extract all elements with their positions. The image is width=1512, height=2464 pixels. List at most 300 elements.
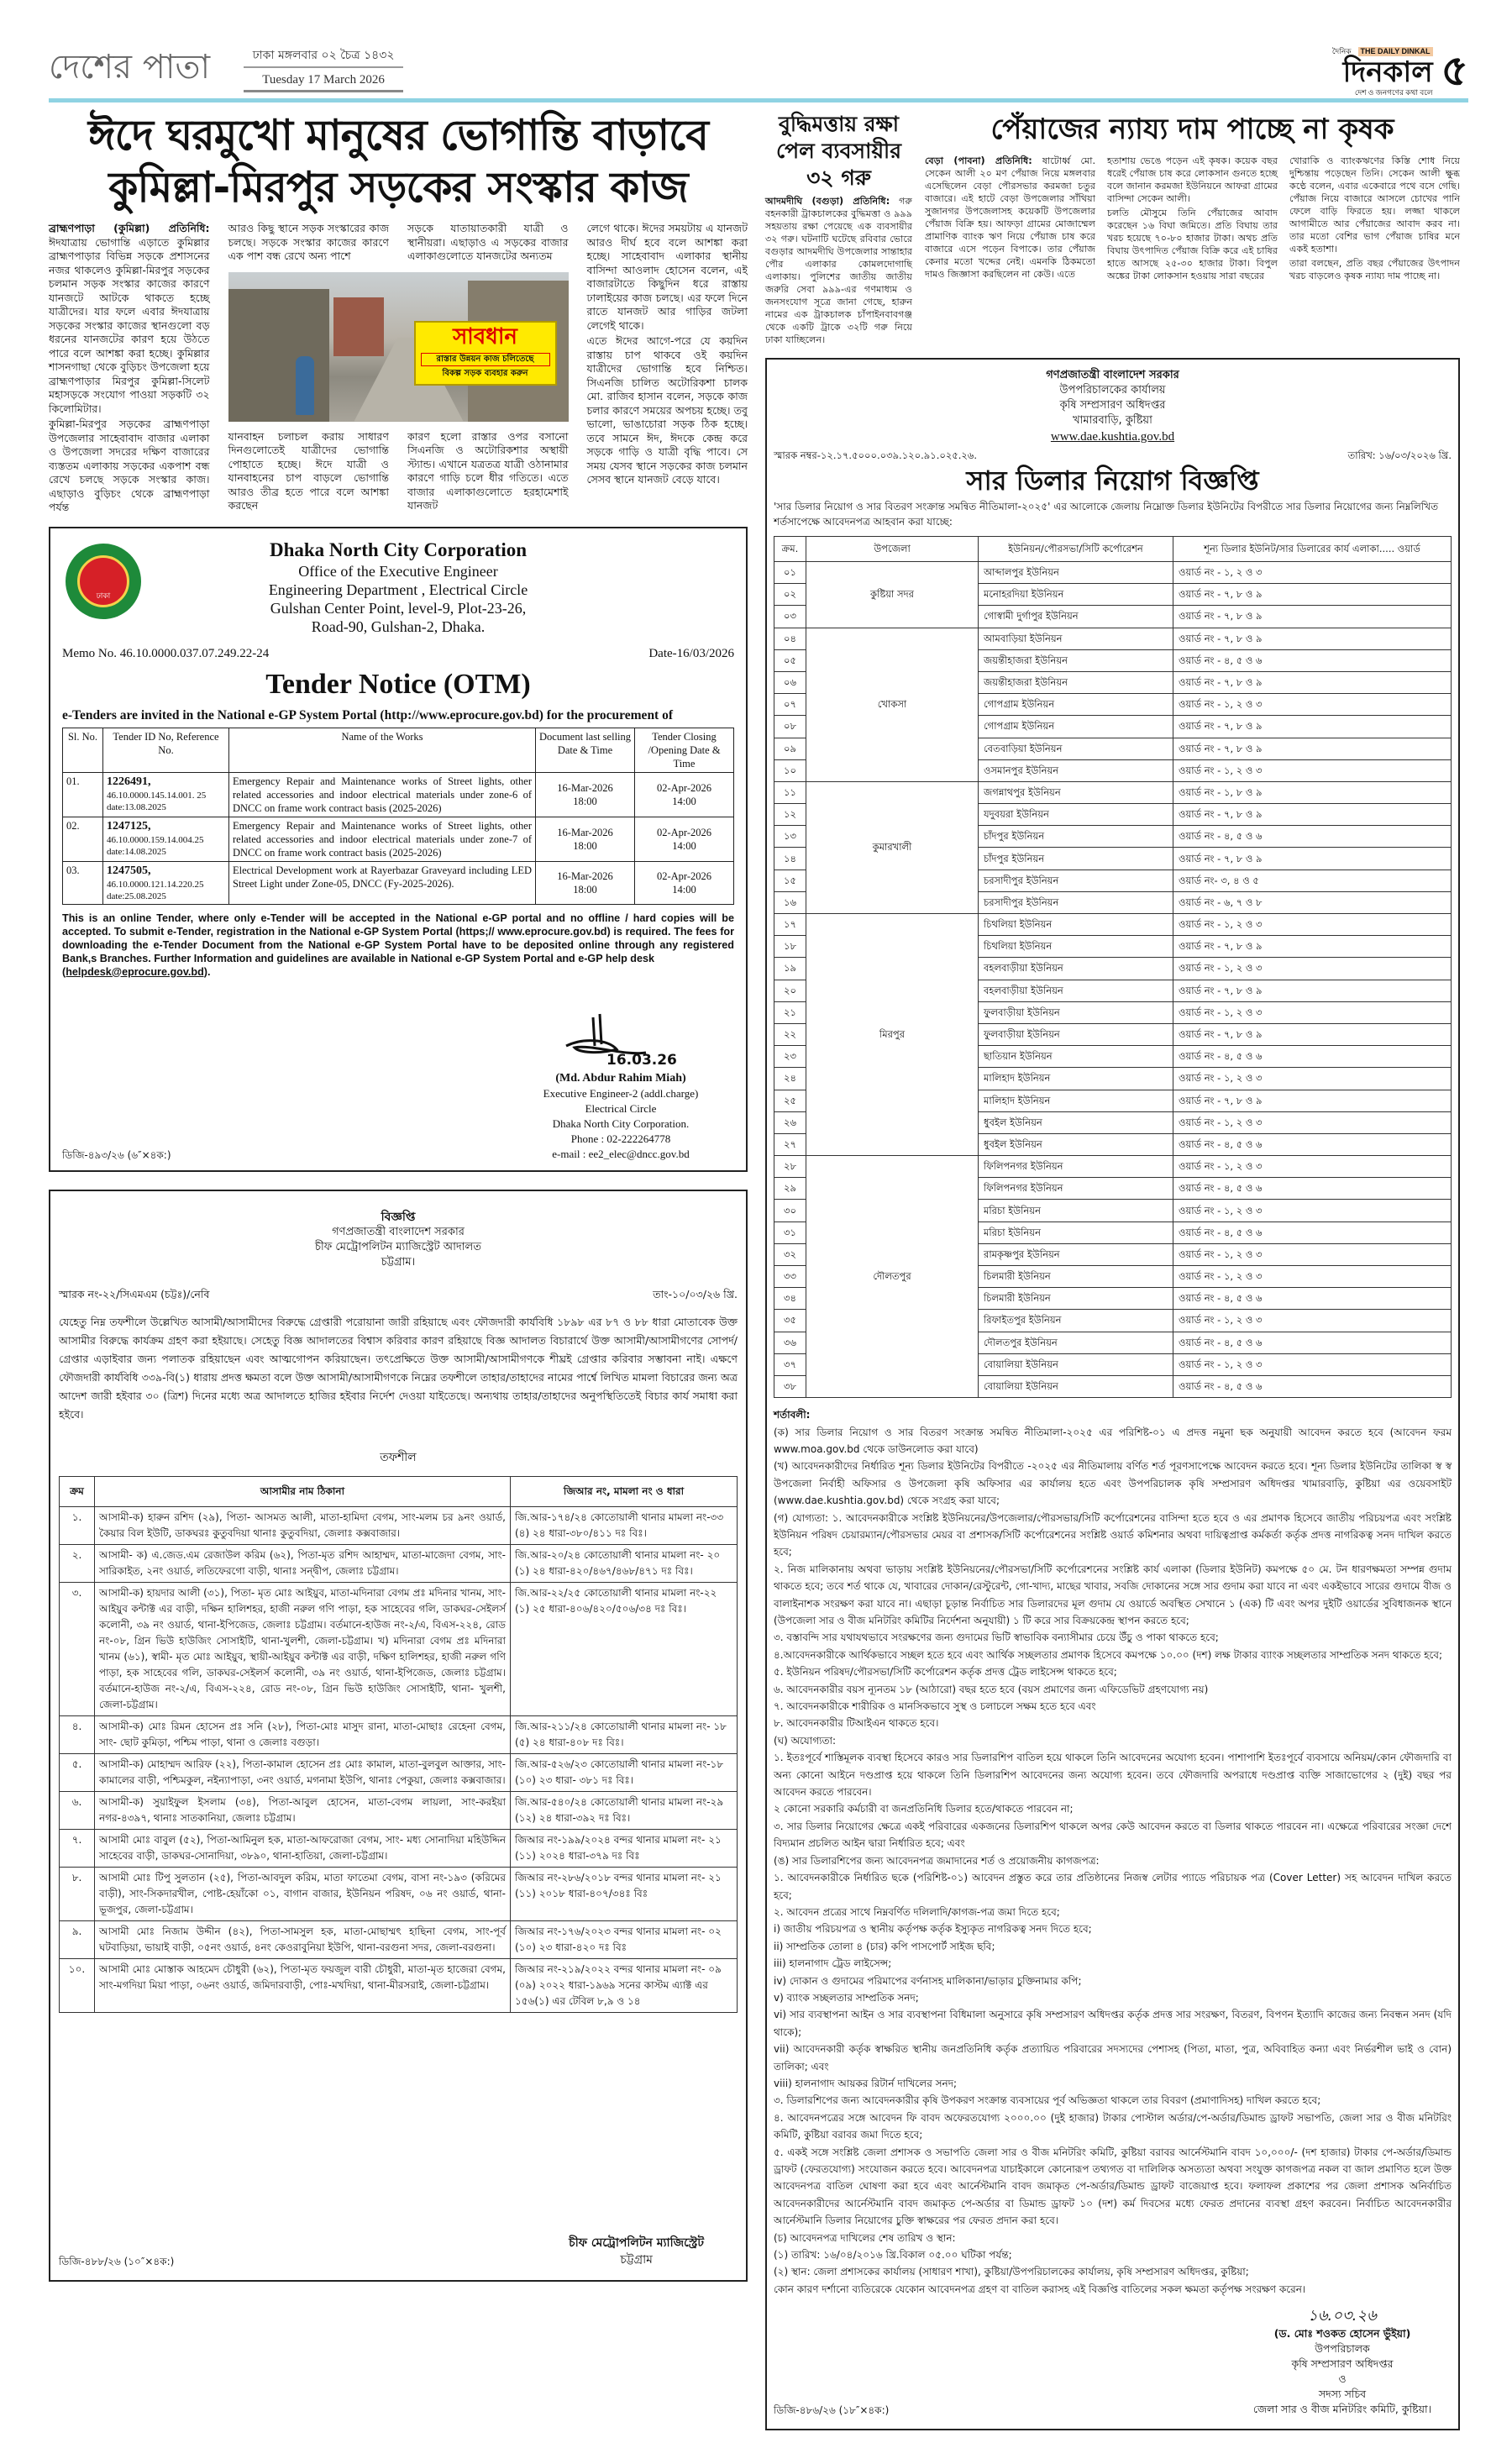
notice-intro: 'সার ডিলার নিয়োগ ও সার বিতরণ সংক্রান্ত সমন্বিত নীতিমালা-২০২৫' এর আলোকে জেলায় নিম্নোক্ত ডিলার ইউনিটের বিপরীতে সার ডিলার নিয়োগের জন্য নিম্নলিখিত শর্তসাপেক্ষে আবেদনপত্র আহবান করা যাচ্ছে: [774, 501, 1439, 528]
tender-header [141, 539, 734, 636]
union-name: ফুলবাড়ীয়া ইউনিয়ন [979, 1001, 1173, 1023]
dncc-logo [66, 544, 141, 619]
union-name: আমবাড়িয়া ইউনিয়ন [979, 628, 1173, 649]
fertilizer-signature-block [1233, 2306, 1452, 2417]
closing-time: 14:00 [672, 839, 696, 852]
union-name: চিলমারী ইউনিয়ন [979, 1266, 1173, 1288]
logo-wordmark: দিনকাল [1342, 55, 1433, 89]
condition-item: ৩. বস্তাবন্দি সার যথাযথভাবে সংরক্ষণের জন্য গুদামের ভিটি স্বাভাবিক বন্যাসীমার চেয়ে উঁচু ও পাকা থাকতে হবে; [774, 1631, 1219, 1644]
section-title: দেশের পাতা [49, 48, 211, 87]
column-header: Tender Closing /Opening Date & Time [635, 728, 734, 772]
case-details: জি.আর-২১১/২৪ কোতোয়ালী থানার মামলা নং- ১৮ (৫) ২৪ ধারা-৪০৮ দঃ বিঃ। [511, 1715, 738, 1753]
column-header: আসামীর নাম ঠিকানা [95, 1476, 511, 1506]
closing-date-cell [635, 861, 734, 904]
ward-area: ওয়ার্ড নং - ১, ২ ও ৩ [1173, 1156, 1452, 1178]
serial-number: ১২ [774, 804, 806, 826]
serial-number: ৩৮ [774, 1375, 806, 1397]
serial-number: ২৭ [774, 1133, 806, 1155]
serial-number: ২৩ [774, 1046, 806, 1068]
office-name: Office of the Executive Engineer [298, 562, 498, 580]
ward-area: ওয়ার্ড নং - ৭, ৮ ও ৯ [1173, 606, 1452, 628]
tender-id: 1247125, [107, 819, 151, 833]
court-name: চীফ মেট্রোপলিটন ম্যাজিস্ট্রেট আদালত [315, 1240, 481, 1253]
accused-details: আসামী মোঃ নিজাম উদ্দীন (৪২), পিতা-সামসুল হক, মাতা-মোছাম্মৎ হাছিনা বেগম, সাং-পূর্ব ঘটবাড়িয়া, ভায়াই বাড়ী, ০৫নং ওয়ার্ড, ৪নং কেওরাবুনিয়া ইউপি, থানা-বরগুনা সদর, জেলা-বরগুনা। [95, 1920, 511, 1958]
ward-area: ওয়ার্ড নং - ১, ২ ও ৩ [1173, 958, 1452, 980]
signer-name: (ড. মোঃ শওকত হোসেন ভুঁইয়া) [1273, 2327, 1411, 2341]
serial-number: ৩৪ [774, 1288, 806, 1310]
serial-number: ১৪ [774, 848, 806, 869]
selling-time: 18:00 [573, 883, 597, 896]
union-name: মালিহাদ ইউনিয়ন [979, 1068, 1173, 1090]
column-header: Sl. No. [63, 728, 103, 772]
onion-story-headline: পেঁয়াজের ন্যায্য দাম পাচ্ছে না কৃষক [990, 113, 1394, 146]
helpdesk-email: (helpdesk@eprocure.gov.bd) [62, 965, 207, 978]
table-row [60, 1715, 738, 1753]
dateline: আদমদীঘি (বগুড়া) প্রতিনিধি: [765, 196, 890, 207]
union-name: মনোহরদিয়া ইউনিয়ন [979, 584, 1173, 606]
table-row [60, 1544, 738, 1582]
ward-area: ওয়ার্ড নং - ৭, ৮ ও ৯ [1173, 584, 1452, 606]
signer-circle: Electrical Circle [585, 1101, 657, 1115]
union-name: চাঁদপুর ইউনিয়ন [979, 826, 1173, 848]
serial-number: ১০. [60, 1958, 95, 2012]
lead-story-col-1 [49, 222, 210, 515]
notice-heading: বিজ্ঞপ্তি [381, 1210, 416, 1224]
signer-title: চীফ মেট্রোপলিটন ম্যাজিস্ট্রেট [569, 2235, 704, 2250]
condition-item: v) ব্যাংক সচ্ছলতার সাম্প্রতিক সনদ; [774, 1991, 919, 2004]
ad-code: ডিজি-৪৮৮/২৬ (১০″×৪ক:) [59, 2255, 175, 2267]
serial-number: ০৬ [774, 671, 806, 693]
signer-committee: জেলা সার ও বীজ মনিটরিং কমিটি, কুষ্টিয়া। [1252, 2403, 1432, 2416]
signer-and: ও [1338, 2372, 1347, 2386]
onion-col-1 [925, 155, 1095, 282]
accused-details: আসামী- ক) এ.জেড.এম রেজাউল করিম (৬২), পিতা-মৃত রশিদ আহাম্মদ, মাতা-মাজেদা বেগম, সাং-সারিকাইত, ২নং ওয়ার্ড, লতিফেরগো বাড়ী, থানাঃ সন্দ্বীপ, জেলাঃ চট্টগ্রাম। [95, 1544, 511, 1582]
serial-number: ২৯ [774, 1178, 806, 1200]
selling-date-cell [536, 861, 635, 904]
ward-area: ওয়ার্ড নং - ১, ২ ও ৩ [1173, 1243, 1452, 1265]
union-name: ওসমানপুর ইউনিয়ন [979, 759, 1173, 781]
ward-area: ওয়ার্ড নং - ৭, ৮ ও ৯ [1173, 936, 1452, 958]
selling-date: 16-Mar-2026 [557, 869, 613, 882]
ward-area: ওয়ার্ড নং - ১, ২ ও ৩ [1173, 1001, 1452, 1023]
cow-story-headline: বুদ্ধিমত্তায় রক্ষা পেল ব্যবসায়ীর ৩২ গরু [776, 112, 901, 190]
condition-item: (চ) আবেদনপত্র দাখিলের শেষ তারিখ ও স্থান: [774, 2231, 956, 2244]
address-line-2: Road-90, Gulshan-2, Dhaka. [311, 617, 486, 635]
lead-story-col-3-top: সড়কে যাতায়াতকারী যাত্রী ও স্থানীয়রা। এছাড়াও এ সড়কের বাজার এলাকাগুলোতে যানজটের অন্যতম [407, 222, 569, 262]
union-name: জয়ন্তীহাজরা ইউনিয়ন [979, 649, 1173, 671]
paragraph: খোরাকি ও ব্যাংকঋণের কিস্তি শোধ নিয়ে দুশ্চিন্তায় পড়েছেন তিনি। সেকেন আলী ক্ষুব্ধ কণ্ঠে বলেন, এবার একেবারে পথে বসে গেছি। পেঁয়াজ নিয়ে বাজারে আসলে চোখের পানি ফেলে বাড়ি ফিরতে হয়। লজ্জা থাকলে আগামীতে আর পেঁয়াজের আবাদ করব না। তার মতো বেশির ভাগ পেঁয়াজ চাষির মনে একই হতাশা। [1289, 155, 1460, 255]
case-details: জিআর নং-১৭৬/২০২৩ বন্দর থানার মামলা নং- ০২ (১০) ২৩ ধারা-৪২০ দঃ বিঃ [511, 1920, 738, 1958]
ward-area: ওয়ার্ড নং - ৭, ৮ ও ৯ [1173, 671, 1452, 693]
table-row [63, 861, 734, 904]
paragraph: ঈদযাত্রায় ভোগান্তি এড়াতে কুমিল্লার ব্রাহ্মণপাড়ার বিভিন্ন সড়কে প্রশাসনের নজর থাকলেও কুমিল্লা-মিরপুর সড়কের চলমান সড়ক সংস্কার কাজের কারণে যানজটে আটকে থাকতে হচ্ছে যাত্রীদের। যার ফলে এবার ঈদযাত্রায় সড়কের সংস্কার কাজের স্থানগুলো বড় ধরনের যানজটের কারণ হয়ে উঠতে পারে বলে আশঙ্কা করা হচ্ছে। কুমিল্লার শাসনগাছা থেকে বুড়িচং উপজেলা হয়ে ব্রাহ্মণপাড়ার মিরপুর কুমিল্লা-সিলেট মহাসড়কে সংযোগ পাওয়া সড়কটি ৩২ কিলোমিটার। [49, 235, 210, 415]
serial-number: ৫. [60, 1753, 95, 1791]
logo-prefix: দৈনিক [1331, 47, 1352, 55]
paragraph: চলতি মৌসুমে তিনি পেঁয়াজের আবাদ করেছেন ১৬ বিঘা জমিতে। প্রতি বিঘায় তার খরচ হয়েছে ৭০-৮০ হাজার টাকা। অথচ প্রতি বিঘায় উৎপাদিত পেঁয়াজ বিক্রি করে এই চাষির হাতে আসছে ২৫-৩০ হাজার টাকা। বিপুল অঙ্কের টাকা লোকসান হওয়ায় সারা বছরের [1107, 208, 1278, 281]
accused-details: আসামী-ক) হায়দার আলী (৩১), পিতা- মৃত মোঃ আইয়ুব, মাতা-মদিনারা বেগম প্রঃ মদিনার খানম, সাং-আইয়ুব কন্টাক্ট এর বাড়ী, দক্ষিন হালিশহর, হাজী নরুল গণি পাড়া, হক সাহেবের গলি, ডাকঘর-সেইলর্স কলোনী, ৩৯ নং ওয়ার্ড, থানা-ইপিজেড, জেলাঃ চট্টগ্রাম। বর্তমানে-হাউজ নং-২/এ, বিএস-২২৪, রোড নং-০৮, গ্রিন ভিউ হাউজিং সোসাইটি, থানা-খুলশী, জেলা-চট্টগ্রাম। খ) মদিনারা বেগম প্রঃ মদিনারা খানম (৬১), স্বামী- মৃত মোঃ আইয়ুব, স্থায়ী-আইয়ুব কন্টাক্ট এর বাড়ী, দক্ষিণ হালিশহর, হাজী নরুল গণি পাড়া, হক সাহেবের গলি, ডাকঘর-সেইলর্স কলোনী, ৩৯ নং ওয়ার্ড, থানা-ইপিজেড, জেলাঃ চট্টগ্রাম। বর্তমানে-হাউজ নং-২/এ, বিএস-২২৪, রোড নং-০৮, গ্রিন ভিউ হাউজিং সোসাইটি, থানা- খুলশী, জেলা-চট্টগ্রাম। [95, 1582, 511, 1715]
serial-number: ০১ [774, 562, 806, 584]
onion-col-2 [1107, 155, 1278, 282]
ward-area: ওয়ার্ড নং - ৪, ৫ ও ৬ [1173, 1046, 1452, 1068]
ward-area: ওয়ার্ড নং - ৭, ৮ ও ৯ [1173, 848, 1452, 869]
paragraph: হতাশায় ভেঙে পড়েন এই কৃষক। কয়েক বছর ধরেই পেঁয়াজ চাষ করে লোকসান গুনতে হচ্ছে বলে জানান করমজা ইউনিয়নে আফরা গ্রামের বাসিন্দা সেকেন আলী। [1107, 155, 1278, 204]
closing-date: 02-Apr-2026 [656, 781, 711, 794]
union-name: গোপগ্রাম ইউনিয়ন [979, 716, 1173, 738]
serial-number: ১৬ [774, 891, 806, 913]
union-name: আব্দালপুর ইউনিয়ন [979, 562, 1173, 584]
condition-item: ৮. আবেদনকারীর টিআইএন থাকতে হবে। [774, 1717, 939, 1730]
column-header: জিআর নং, মামলা নং ও ধারা [511, 1476, 738, 1506]
serial-number: ৩৫ [774, 1310, 806, 1332]
onion-col-3 [1289, 155, 1460, 282]
union-name: গোস্বামী দুর্গাপুর ইউনিয়ন [979, 606, 1173, 628]
accused-details: আসামী-ক) সুয়াইফুল ইসলাম (৩৪), পিতা-আবুল হোসেন, মাতা-বেগম লায়লা, সাং-করইয়া নগর-৪৩৯৭, থানাঃ সাতকানিয়া, জেলাঃ চট্টগ্রাম। [95, 1791, 511, 1829]
upazila-name: কুষ্টিয়া সদর [806, 562, 979, 628]
condition-item: ২. নিজ মালিকানায় অথবা ভাড়ায় সংশ্লিষ্ট ইউনিয়নের/পৌরসভা/সিটি কর্পোরেশনের সংশ্লিষ্ট কার্য এলাকা (ডিলার ইউনিট) কমপক্ষে ৫০ মে. টন ধারণক্ষমতা সম্পন্ন গুদাম থাকতে হবে; তবে শর্ত থাকে যে, খাবারের দোকান/রেস্টুরেন্ট, গো-খাদ্য, মাছের খাবার, সবজি দোকানের সঙ্গে সার গুদাম করা যাবে না এবং একইভাবে সারের গুদামে বীজ ও বালাইনাশক সংরক্ষণ করা যাবে না। এছাড়া চূড়ান্ত নির্বাচিত সার ডিলারদের মূল গুদাম যে ওয়ার্ডে অবস্থিত সেখানে ১ (এক) টি এবং অপর দুইটি ওয়ার্ডের সুবিধাজনক স্থানে (উপজেলা সার ও বীজ মনিটরিং কমিটির নির্দেশনা অনুযায়ী) ১ টি করে সার বিক্রয়কেন্দ্র স্থাপন করতে হবে; [774, 1563, 1452, 1626]
serial-number: ৯. [60, 1920, 95, 1958]
serial-number: ২০ [774, 980, 806, 1001]
signer-phone: Phone : 02-222264778 [570, 1132, 671, 1145]
serial-number: ১. [60, 1506, 95, 1544]
dealer-units-table [774, 536, 1452, 1398]
schedule-title: তফশীল [380, 1450, 417, 1464]
table-row [774, 914, 1452, 936]
serial-number: ১৫ [774, 869, 806, 891]
union-name: ফিলিপনগর ইউনিয়ন [979, 1156, 1173, 1178]
condition-item: (ঘ) অযোগ্যতা: [774, 1734, 837, 1747]
memo-date: তারিখ: ১৬/০৩/২০২৬ খ্রি. [1347, 449, 1452, 461]
paragraph: ষাটোর্ধ্ব মো. সেকেন আলী ২০ মণ পেঁয়াজ নিয়ে মঙ্গলবার এসেছিলেন বেড়া পৌরসভার করমজা চতুর বাজারে। এই হাটে বেড়া উপজেলার সাঁথিয়া সুজানগর উপজেলাসহ কয়েকটি উপজেলার পেঁয়াজ বিক্রি হয়। আফড়া গ্রামের মোজাম্মেল প্রামাণিক ব্যাংক ঋণ নিয়ে পেঁয়াজ চাষ করে বাজারে এসে পড়েন বিপাকে। তার পেঁয়াজ কেনার মতো খদ্দের নেই। এমনকি ঠিকমতো দামও জিজ্ঞাসা করছিলেন না কেউ। এতে [925, 155, 1095, 280]
union-name: মালিহাদ ইউনিয়ন [979, 1090, 1173, 1111]
case-details: জি.আর-১৭৪/২৪ কোতোয়ালী থানার মামলা নং-৩৩ (৪) ২৪ ধারা-৩৮০/৪১১ দঃ বিঃ। [511, 1506, 738, 1544]
cow-story [765, 111, 912, 346]
ward-area: ওয়ার্ড নং - ৪, ৫ ও ৬ [1173, 649, 1452, 671]
ward-area: ওয়ার্ড নং - ১, ২ ও ৩ [1173, 759, 1452, 781]
accused-details: আসামী-ক) মোঃ রিমন হোসেন প্রঃ সনি (২৮), পিতা-মোঃ মাসুদ রানা, মাতা-মোছাঃ রেহেনা বেগম, সাং- ছোট কুমিড়া, পশ্চিম পাড়া, থানা ও জেলাঃ বগুড়া। [95, 1715, 511, 1753]
union-name: জগন্নাথপুর ইউনিয়ন [979, 781, 1173, 803]
logo-city: ঢাকা [96, 591, 111, 601]
table-row [60, 1829, 738, 1867]
issue-date [244, 47, 403, 92]
selling-date-cell [536, 817, 635, 861]
signer-dept: কৃষি সম্প্রসারণ অধিদপ্তর [1291, 2357, 1394, 2371]
serial-number: ৬. [60, 1791, 95, 1829]
table-row [60, 1506, 738, 1544]
ward-area: ওয়ার্ড নং - ৪, ৫ ও ৬ [1173, 1375, 1452, 1397]
condition-item: ৩. ডিলারশিপের জন্য আবেদনকারীর কৃষি উপকরণ সংক্রান্ত ব্যবসায়ের পূর্ব অভিজ্ঞতা থাকলে তার বিবরণ (প্রমাণাদিসহ) দাখিল করতে হবে; [774, 2094, 1321, 2107]
condition-item: ৩. সার ডিলার নিয়োগের ক্ষেত্রে একই পরিবারের একজনের ডিলারশিপ থাকলে অপর কেউ আবেদন করতে বা ডিলার থাকতে পারবেন না। এক্ষেত্রে পরিবারের সংজ্ঞা দেশে বিদ্যমান প্রচলিত আইন দ্বারা নির্ধারিত হবে; এবং [774, 1820, 1452, 1850]
signer-city: চট্টগ্রাম [620, 2252, 653, 2267]
serial-number: ২২ [774, 1023, 806, 1045]
ward-area: ওয়ার্ড নং - ৪, ৫ ও ৬ [1173, 1178, 1452, 1200]
case-details: জি.আর-২২/২৫ কোতোয়ালী থানার মামলা নং-২২ (১) ২৫ ধারা-৪০৬/৪২০/৫০৬/৩৪ দঃ বিঃ। [511, 1582, 738, 1715]
fertilizer-dealer-notice-ad [765, 358, 1460, 2430]
column-header: ইউনিয়ন/পৌরসভা/সিটি কর্পোরেশন [979, 537, 1173, 562]
selling-date: 16-Mar-2026 [557, 826, 613, 838]
column-header: Document last selling Date & Time [536, 728, 635, 772]
union-name: রামকৃষ্ণপুর ইউনিয়ন [979, 1243, 1173, 1265]
union-name: ফিলিপনগর ইউনিয়ন [979, 1178, 1173, 1200]
ward-area: ওয়ার্ড নং - ১, ২ ও ৩ [1173, 1310, 1452, 1332]
paragraph: কুমিল্লা-মিরপুর সড়কের ব্রাহ্মণপাড়া উপজেলার সাহেবাবাদ বাজার এলাকা ও উপজেলা সদরের দক্ষিণ বাজারের ব্যস্ততম এলাকায় সড়কের একপাশ বন্ধ রেখে চলছে সড়কে সংস্কার কাজ। এছাড়াও বুড়িচং থেকে ব্রাহ্মণপাড়া পর্যন্ত [49, 418, 210, 513]
serial-number: ০৫ [774, 649, 806, 671]
notice-title: সার ডিলার নিয়োগ বিজ্ঞপ্তি [966, 465, 1259, 496]
condition-item: (গ) যোগ্যতা: ১. আবেদনকারীকে সংশ্লিষ্ট ইউনিয়নের/উপজেলার/পৌরসভার/সিটি কর্পোরেশনের বাসিন্দা হতে হবে ও এর প্রমাণক হিসেবে জাতীয় পরিচয়পত্র এবং সংশ্লিষ্ট ইউনিয়ন পরিষদ চেয়ারম্যান/পৌরসভার মেয়র বা প্রশাসক/সিটি কর্পোরেশনের সংশ্লিষ্ট ওয়ার্ড কমিশনার অথবা দায়িত্বপ্রাপ্ত কর্মকর্তা কর্তৃক প্রদত্ত নাগরিকত্ব সনদ দাখিল করতে হবে; [774, 1511, 1452, 1558]
union-name: বহলবাড়ীয়া ইউনিয়ন [979, 958, 1173, 980]
ward-area: ওয়ার্ড নং - ১, ২ ও ৩ [1173, 1111, 1452, 1133]
conditions-title: শর্তাবলী: [774, 1409, 811, 1421]
paragraph: লেগে থাকে। ঈদের সময়টায় এ যানজট আরও দীর্ঘ হবে বলে আশঙ্কা করা হচ্ছে। সাহেবাবাদ এলাকার স্থানীয় বাসিন্দা আওলাদ হোসেন বলেন, এই বাজারটাতে কিছুদিন ধরে রাস্তায় ঢালাইয়ের কাজ চলছে। এর ফলে দিনে রাতে যানজট আর গাড়ির জটলা লেগেই থাকে। [586, 222, 748, 332]
onion-story-body [925, 155, 1460, 282]
condition-item: (খ) আবেদনকারীদের নির্ধারিত শূন্য ডিলার ইউনিটের বিপরীতে -২০২৫ এর নীতিমালায় বর্ণিত শর্ত পূরণসাপেক্ষে আবেদন করতে হবে। শূন্য ডিলার ইউনিটের তালিকা স্ব স্ব উপজেলা নির্বাহী অফিসার ও উপজেলা কৃষি অফিসার এর কার্যালয় হতে এবং উপপরিচালক কৃষি সম্প্রসারণ অধিদপ্তর খামারবাড়ি, কুষ্টিয়া এর ওয়েবসাইট (www.dae.kushtia.gov.bd) থেকে সংগ্রহ করা যাবে; [774, 1460, 1452, 1507]
onion-story [925, 111, 1460, 346]
memo-date: Date-16/03/2026 [648, 646, 734, 660]
memo-number: স্মারক নং-২২/সিএমএম (চট্টঃ)/নেবি [59, 1287, 210, 1300]
union-name: রিফাইতপুর ইউনিয়ন [979, 1310, 1173, 1332]
selling-date: 16-Mar-2026 [557, 781, 613, 794]
table-row [60, 1920, 738, 1958]
case-details: জি.আর-২০/২৪ কোতোয়ালী থানার মামলা নং- ২০ (১) ২৪ ধারা-৪২০/৪৬৭/৪৬৮/৪৭১ দঃ বিঃ। [511, 1544, 738, 1582]
place: খামারবাড়ি, কুষ্টিয়া [1073, 414, 1152, 427]
conditions [774, 1406, 1452, 2298]
tender-id-cell [103, 817, 229, 861]
table-row [60, 1791, 738, 1829]
serial-number: ০৩ [774, 606, 806, 628]
union-name: ধুবইল ইউনিয়ন [979, 1133, 1173, 1155]
serial-number: ০৮ [774, 716, 806, 738]
accused-details: আসামী মোঃ বাবুল (৫২), পিতা-আমিনুল হক, মাতা-আফরোজা বেগম, সাং- মধ্য সোনাদিয়া মহিউদ্দিন সাহেবের বাড়ী, ডাকঘর-সোনাদিয়া, ৩৮৯০, থানা-হাতিয়া, জেলা-চট্টগ্রাম। [95, 1829, 511, 1867]
condition-item: ১. ইতঃপূর্বে শাস্তিমূলক ব্যবস্থা হিসেবে কারও সার ডিলারশিপ বাতিল হয়ে থাকলে তিনি আবেদনের অযোগ্য হবেন। পাশাপাশি ইতঃপূর্বে ব্যবসায়ে অনিয়ম/কোন ফৌজদারি বা অন্য কোনো আইনে দণ্ডপ্রাপ্ত হয়ে থাকলে তিনি ডিলারশিপ আবেদনের জন্য অযোগ্য হবেন। তবে ফৌজদারি অপরাধে দণ্ডপ্রাপ্ত ব্যক্তি সাজাভোগের ২ (দুই) বছর পর আবেদন করতে পারবেন। [774, 1752, 1452, 1799]
serial-number: ২৬ [774, 1111, 806, 1133]
condition-item: vi) সার ব্যবস্থাপনা আইন ও সার ব্যবস্থাপনা বিধিমালা অনুসারে কৃষি সম্প্রসারণ অধিদপ্তর কর্তৃক প্রদত্ত সার সংরক্ষণ, বিতরণ, বিপণন ইত্যাদি কাজের জন্য নিবন্ধন সনদ (যদি থাকে); [774, 2009, 1452, 2038]
closing-date-cell [635, 817, 734, 861]
ward-area: ওয়ার্ড নং - ১, ২ ও ৩ [1173, 562, 1452, 584]
serial-number: ৩১ [774, 1221, 806, 1243]
serial-number: ১১ [774, 781, 806, 803]
table-row [60, 1753, 738, 1791]
condition-item: i) জাতীয় পরিচয়পত্র ও স্থানীয় কর্তৃপক্ষ কর্তৃক ইস্যুকৃত নাগরিকত্ব সনদ দিতে হবে; [774, 1923, 1092, 1936]
condition-item: ১. আবেদনকারীকে নির্ধারিত ছকে (পরিশিষ্ট-০১) আবেদন প্রস্তুত করে তার প্রতিষ্ঠানের নিজস্ব লেটার প্যাডে পরিচায়ক পত্র (Cover Letter) সহ আবেদন দাখিল করতে হবে; [774, 1872, 1452, 1901]
instructions-text: This is an online Tender, where only e-Tender will be accepted in the National e-GP portal and no offline / hard copies will be accepted. To submit e-Tender, registration in the National e-GP System Portal (https;// www.eprocure.gov.bd) is required. The fees for downloading the e-Tender Document from the National e-GP System Portal have to be deposited online through any registered Bank,s Branches. Further Information and guidelines are available in National e-GP System Portal and e-GP help desk [62, 912, 734, 964]
closing-date: 02-Apr-2026 [656, 869, 711, 882]
serial-number: ৩৬ [774, 1332, 806, 1353]
lead-story-col-4 [587, 222, 748, 515]
dateline: ব্রাহ্মণপাড়া (কুমিল্লা) প্রতিনিধি: [49, 222, 210, 234]
case-details: জিআর নং-২১৯/২০২২ বন্দর থানার মামলা নং- ০৯ (০৯) ২০২২ ধারা-১৯৬৯ সনের কাস্টম এ্যাক্ট এর ১৫৬(১) এর টেবিল ৮,৯ ও ১৪ [511, 1958, 738, 2012]
accused-details: আসামী মোঃ মোস্তাক আহমেদ চৌধুরী (৬২), পিতা-মৃত ফয়জুল বারী চৌধুরী, মাতা-মৃত হাজেরা বেগম, সাং-মগদিয়া মিয়া পাড়া, ০৬নং ওয়ার্ড, জমিদারবাড়ী, পোঃ-মখদিয়া, থানা-মীরসরাই, জেলা-চট্টগ্রাম। [95, 1958, 511, 2012]
serial-number: ০৯ [774, 738, 806, 759]
serial-number: ০২ [774, 584, 806, 606]
work-name: Emergency Repair and Maintenance works of Street lights, other related accessories and indoor electrical materials under zone-6 of DNCC on frame work contract basis (2025-2026) [229, 772, 536, 817]
masthead-divider [49, 98, 1468, 102]
date-english: Tuesday 17 March 2026 [244, 68, 403, 92]
selling-date-cell [536, 772, 635, 817]
accused-table [59, 1476, 738, 2013]
condition-item: (১) তারিখ: ১৬/০৪/২০১৬ খ্রি.বিকাল ০৫.০০ ঘটিকা পর্যন্ত; [774, 2249, 1012, 2262]
union-name: যদুবয়রা ইউনিয়ন [979, 804, 1173, 826]
column-header: ক্রম. [774, 537, 806, 562]
ward-area: ওয়ার্ড নং - ১, ২ ও ৩ [1173, 1068, 1452, 1090]
serial-number: ১০ [774, 759, 806, 781]
ward-area: ওয়ার্ড নং - ১, ২ ও ৩ [1173, 1353, 1452, 1375]
ward-area: ওয়ার্ড নং - ৭, ৮ ও ৯ [1173, 1023, 1452, 1045]
serial-number: ২. [60, 1544, 95, 1582]
table-row [60, 1867, 738, 1920]
tender-intro: e-Tenders are invited in the National e-GP System Portal (http://www.eprocure.gov.bd) for the procurement of [62, 707, 674, 722]
serial-number: ২১ [774, 1001, 806, 1023]
case-details: জিআর নং-১৯৯/২০২৪ বন্দর থানার মামলা নং- ২১ (১১) ২০২৪ ধারা-৩৭৯ দঃ বিঃ [511, 1829, 738, 1867]
upazila-name: কুমারখালী [806, 781, 979, 913]
ward-area: ওয়ার্ড নং - ৭, ৮ ও ৯ [1173, 738, 1452, 759]
condition-item: ২ কোনো সরকারি কর্মচারী বা জনপ্রতিনিধি ডিলার হতে/থাকতে পারবেন না; [774, 1803, 1074, 1815]
sign-line-2: বিকল্প সড়ক ব্যবহার করুন [442, 368, 528, 378]
ward-area: ওয়ার্ড নং - ৭, ৮ ও ৯ [1173, 980, 1452, 1001]
memo-date: তাং-১০/০৩/২৬ খ্রি. [653, 1287, 738, 1300]
union-name: চিথলিয়া ইউনিয়ন [979, 914, 1173, 936]
ward-area: ওয়ার্ড নং - ৭, ৮ ও ৯ [1173, 1090, 1452, 1111]
ward-area: ওয়ার্ড নং - ৪, ৫ ও ৬ [1173, 826, 1452, 848]
ward-area: ওয়ার্ড নং - ৪, ৫ ও ৬ [1173, 1288, 1452, 1310]
paragraph: তারা বলছেন, প্রতি বছর পেঁয়াজের উৎপাদন খরচ বাড়লেও কৃষক ন্যায্য দাম পাচ্ছে না। [1289, 258, 1460, 281]
union-name: চিলমারী ইউনিয়ন [979, 1288, 1173, 1310]
union-name: ফুলবাড়ীয়া ইউনিয়ন [979, 1023, 1173, 1045]
lead-story-col-3-bottom: কারণ হলো রাস্তার ওপর বসানো সিএনজি ও অটোরিকশার অস্থায়ী স্ট্যান্ড। এখানে যত্রতত্র যাত্রী ওঠানামার কারণে গাড়ি চলে ধীর গতিতে। এতে বাজার এলাকাগুলোতে হরহামেশাই যানজট [407, 429, 569, 512]
reference-number: 46.10.0000.145.14.001. 25 date:13.08.2025 [107, 790, 207, 812]
tender-id: 1226491, [107, 775, 151, 788]
accused-details: আসামী-ক) হারুন রশিদ (২৯), পিতা- আসমত আলী, মাতা-হামিদা বেগম, সাং-মলম চর ৯নং ওয়ার্ড, কৈয়ার বিল ইউটি, ডাকঘরঃ কুতুবদিয়া থানাঃ কুতুবদিয়া, জেলাঃ কক্সবাজার। [95, 1506, 511, 1544]
closing-date-cell [635, 772, 734, 817]
lead-story-body [49, 222, 748, 515]
government: গণপ্রজাতন্ত্রী বাংলাদেশ সরকার [332, 1225, 465, 1238]
signer-role: সদস্য সচিব [1318, 2388, 1367, 2401]
tender-title: Tender Notice (OTM) [265, 668, 531, 700]
office-name: উপপরিচালকের কার্যালয় [1059, 384, 1166, 397]
union-name: চরসাদীপুর ইউনিয়ন [979, 891, 1173, 913]
condition-item: ii) সাম্প্রতিক তোলা ৪ (চার) কপি পাসপোর্ট সাইজ ছবি; [774, 1940, 995, 1952]
cow-story-body [765, 195, 912, 346]
condition-item: ২. আবেদন প্রত্রের সাথে নিম্নবর্ণিত দলিলাদি/কাগজ-পত্র জমা দিতে হবে; [774, 1905, 1060, 1918]
serial-number: ১৭ [774, 914, 806, 936]
union-name: বেতবাড়িয়া ইউনিয়ন [979, 738, 1173, 759]
ward-area: ওয়ার্ড নং - ৭, ৮ ও ৯ [1173, 804, 1452, 826]
website-link: www.dae.kushtia.gov.bd [1050, 430, 1175, 444]
date-bengali: ঢাকা মঙ্গলবার ০২ চৈত্র ১৪৩২ [244, 47, 403, 68]
table-row [774, 1156, 1452, 1178]
ward-area: ওয়ার্ড নং - ১, ৮ ও ৯ [1173, 781, 1452, 803]
condition-item: viii) হালনাগাদ আয়কর রিটার্ন দাখিলের সনদ; [774, 2077, 958, 2089]
signer-email: e-mail : ee2_elec@dncc.gov.bd [552, 1147, 690, 1160]
work-name: Emergency Repair and Maintenance works of Street lights, other related accessories and indoor electrical materials under zone-7 of DNCC on frame work contract basis (2025-2026) [229, 817, 536, 861]
ward-area: ওয়ার্ড নং - ৪, ৫ ও ৬ [1173, 1133, 1452, 1155]
tender-id: 1247505, [107, 864, 151, 877]
reference-number: 46.10.0000.121.14.220.25 date:25.08.2025 [107, 879, 204, 901]
union-name: মরিচা ইউনিয়ন [979, 1221, 1173, 1243]
union-name: ধুবইল ইউনিয়ন [979, 1111, 1173, 1133]
column-header: ক্রম [60, 1476, 95, 1506]
union-name: মরিচা ইউনিয়ন [979, 1200, 1173, 1221]
case-details: জিআর নং-২৮৬/২০১৮ বন্দর থানার মামলা নং- ২১ (১১) ২০১৮ ধারা-৪০৭/৩৪ঃ বিঃ [511, 1867, 738, 1920]
serial-number: 01. [63, 772, 103, 817]
union-name: বহলবাড়ীয়া ইউনিয়ন [979, 980, 1173, 1001]
table-row [774, 781, 1452, 803]
serial-number: ৩০ [774, 1200, 806, 1221]
union-name: চাঁদপুর ইউনিয়ন [979, 848, 1173, 869]
court-city: চট্টগ্রাম। [381, 1255, 416, 1269]
table-row [774, 562, 1452, 584]
serial-number: ৮. [60, 1867, 95, 1920]
serial-number: ০৭ [774, 694, 806, 716]
condition-item: iv) দোকান ও গুদামের পরিমাপের বর্ণনাসহ মালিকানা/ভাড়ার চুক্তিনামার কপি; [774, 1974, 1082, 1987]
tender-id-cell [103, 861, 229, 904]
serial-number: ৩. [60, 1582, 95, 1715]
memo-number: Memo No. 46.10.0000.037.07.249.22-24 [62, 646, 270, 660]
paragraph: এতে ঈদের আগে-পরে যে কয়দিন রাস্তায় চাপ থাকবে ওই কয়দিন যাত্রীদের ভোগান্তি হবে নিশ্চিত। সিএনজি চালিত অটোরিকশা চালক মো. রাজিব হাসান বলেন, সড়কে কাজ চলার কারণে সময়ের অপচয় হচ্ছে। তবু ভালো, ভাঙাচোরা সড়ক ঠিক হচ্ছে। তবে সামনে ঈদ, ঈদকে কেন্দ্র করে সড়কে গাড়ি ও যাত্রী বৃদ্ধি পাবে। সে সময় যেসব স্থানে সড়কের কাজ চলমান সেসব স্থানে যানজট বেড়ে যাবে। [586, 334, 748, 486]
tender-notice-ad [49, 527, 748, 1172]
union-name: দৌলতপুর ইউনিয়ন [979, 1332, 1173, 1353]
logo-tagline: দেশ ও জনগণের কথা বলে [1354, 88, 1433, 97]
accused-details: আসামী মোঃ টিপু সুলতান (২৫), পিতা-আবদুল করিম, মাতা ফাতেমা বেগম, বাসা নং-১৯৩ (করিমের বাড়ী), সাং-সিকদারখীল, পোষ্ট-হেয়াঁকো ০১, বাগান বাজার, ইউনিয়ন পরিষদ, ০৬ নং ওয়ার্ড, থানা-ভূজপুর, জেলা-চট্টগ্রাম। [95, 1867, 511, 1920]
column-header: Name of the Works [229, 728, 536, 772]
logo-english: THE DAILY DINKAL [1358, 47, 1433, 56]
condition-item: ৫. ইউনিয়ন পরিষদ/পৌরসভা/সিটি কর্পোরেশন কর্তৃক প্রদত্ত ট্রেড লাইসেন্স থাকতে হবে; [774, 1666, 1117, 1679]
ward-area: ওয়ার্ড নং - ১, ২ ও ৩ [1173, 1200, 1452, 1221]
union-name: ছাতিয়ান ইউনিয়ন [979, 1046, 1173, 1068]
closing-time: 14:00 [672, 795, 696, 807]
ward-area: ওয়ার্ড নং - ৪, ৫ ও ৬ [1173, 1221, 1452, 1243]
serial-number: 02. [63, 817, 103, 861]
memo-number: স্মারক নম্বর-১২.১৭.৫০০০.০৩৯.১২০.৯১.০২৫.২৬. [774, 449, 978, 461]
condition-item: ৭. আবেদনকারীকে শারীরিক ও মানসিকভাবে সুস্থ ও চলাচলে সক্ষম হতে হবে এবং [774, 1700, 1096, 1713]
selling-time: 18:00 [573, 795, 597, 807]
condition-item: কোন কারণ দর্শানো ব্যতিরেকে যেকোন আবেদনপত্র গ্রহণ বা বাতিল করাসহ এই বিজ্ঞপ্তি বাতিলের সকল ক্ষমতা কর্তৃপক্ষ সংরক্ষণ করেন। [774, 2283, 1306, 2295]
ward-area: ওয়ার্ড নং - ৭, ৮ ও ৯ [1173, 716, 1452, 738]
serial-number: ১৮ [774, 936, 806, 958]
union-name: চিথলিয়া ইউনিয়ন [979, 936, 1173, 958]
union-name: বোয়ালিয়া ইউনিয়ন [979, 1375, 1173, 1397]
work-name: Electrical Development work at Rayerbazar Graveyard including LED Street Light under Zone-05, DNCC (Fy-2025-2026). [229, 861, 536, 904]
signer-org: Dhaka North City Corporation. [552, 1116, 690, 1130]
serial-number: ২৮ [774, 1156, 806, 1178]
case-details: জি.আর-৫৪০/২৪ কোতোয়ালী থানার মামলা নং-২৯ (১২) ২৪ ধারা-৩৯২ দঃ বিঃ। [511, 1791, 738, 1829]
ward-area: ওয়ার্ড নং - ১, ২ ও ৩ [1173, 694, 1452, 716]
lead-story-col-2-top: আরও কিছু স্থানে সড়ক সংস্কারের কাজ চলছে। সড়কে সংস্কার কাজের কারণে এক পাশ বন্ধ রেখে অন্য পাশে [228, 222, 389, 262]
lead-headline-line-2: কুমিল্লা-মিরপুর সড়কের সংস্কার কাজ [108, 163, 688, 212]
reference-number: 46.10.0000.159.14.004.25 date:14.08.2025 [107, 834, 204, 857]
serial-number: ১৩ [774, 826, 806, 848]
serial-number: ২৪ [774, 1068, 806, 1090]
ad-code: ডিজি-৪৯৩/২৬ (৬″×৪ক:) [62, 1148, 171, 1161]
masthead [49, 47, 1468, 96]
condition-item: (ক) সার ডিলার নিয়োগ ও সার বিতরণ সংক্রান্ত সমন্বিত নীতিমালা-২০২৫ এর পরিশিষ্ট-০১ এ প্রদত্ত নমুনা ছক অনুযায়ী আবেদন করতে হবে (আবেদন ফরম www.moa.gov.bd থেকে ডাউনলোড করা যাবে) [774, 1426, 1452, 1455]
signer-name: (Md. Abdur Rahim Miah) [555, 1071, 686, 1085]
serial-number: ০৪ [774, 628, 806, 649]
closing-date: 02-Apr-2026 [656, 826, 711, 838]
tender-signature-block [507, 1012, 734, 1162]
sign-line-1: রাস্তার উন্নয়ন কাজ চলিতেছে [421, 353, 550, 366]
newspaper-logo [1332, 47, 1468, 97]
lead-story-col-2-bottom: যানবাহন চলাচল করায় সাধারণ দিনগুলোতেই যাত্রীদের ভোগান্তি পোহাতে হচ্ছে। ঈদে যাত্রী ও যানবাহনের চাপ বাড়লে ভোগান্তি আরও তীব্র হতে পারে বলে আশঙ্কা করছেন [228, 429, 389, 512]
warning-sign [414, 321, 557, 386]
table-row [63, 817, 734, 861]
condition-item: (২) স্থান: জেলা প্রশাসকের কার্যালয় (সাধারণ শাখা), কুষ্টিয়া/উপপরিচালকের কার্যালয়, কৃষি সম্প্রসারণ অধিদপ্তর, কুষ্টিয়া; [774, 2266, 1249, 2278]
upazila-name: দৌলতপুর [806, 1156, 979, 1398]
address-line-1: Gulshan Center Point, level-9, Plot-23-26, [270, 599, 527, 617]
signer-title: Executive Engineer-2 (addl.charge) [543, 1086, 699, 1100]
union-name: জয়ন্তীহাজরা ইউনিয়ন [979, 671, 1173, 693]
table-row [60, 1582, 738, 1715]
serial-number: ৩৩ [774, 1266, 806, 1288]
union-name: বোয়ালিয়া ইউনিয়ন [979, 1353, 1173, 1375]
